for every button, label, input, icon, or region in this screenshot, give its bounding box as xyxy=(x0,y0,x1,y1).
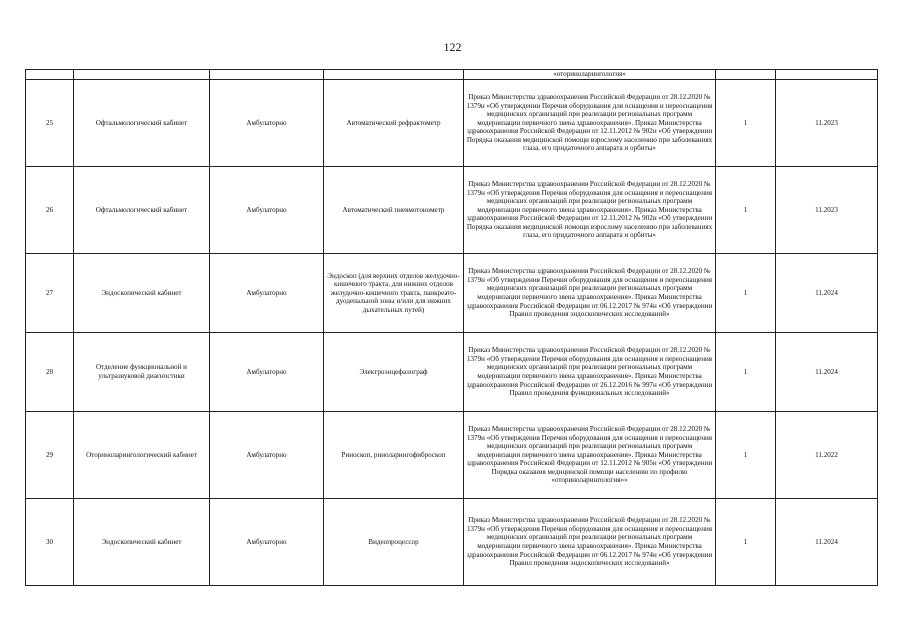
cell-date: 11.2023 xyxy=(776,80,878,167)
table-row xyxy=(26,499,878,586)
cell-date: 11.2024 xyxy=(776,333,878,412)
cell-date xyxy=(776,70,878,80)
continuation-row xyxy=(26,70,878,80)
cell-quantity: 1 xyxy=(716,254,776,333)
cell-num: 29 xyxy=(26,412,74,499)
cell-num: 25 xyxy=(26,80,74,167)
equipment-table xyxy=(25,69,878,586)
page-number: 122 xyxy=(443,40,462,54)
cell-date: 11.2022 xyxy=(776,412,878,499)
table-row xyxy=(26,80,878,167)
cell-department: Офтальмологический кабинет xyxy=(74,80,210,167)
cell-basis: Приказ Министерства здравоохранения Российской Федерации от 28.12.2020 № 1379н «Об утверждения Перечня оборудования для оснащения и переоснащения медицинских организаций при реализации региональных программ модернизации первичного звена здравоохранения». Приказ Министерства здравоохранения Российской Федерации от 06.12.2017 № 974н «Об утверждении Правил проведения эндоскопических исследований» xyxy=(464,499,716,586)
cell-basis: Приказ Министерства здравоохранения Российской Федерации от 28.12.2020 № 1379н «Об утверждения Перечня оборудования для оснащения и переоснащения медицинских организаций при реализации региональных программ модернизации первичного звена здравоохранения». Приказ Министерства здравоохранения Российской Федерации от 06.12.2017 № 974н «Об утверждении Правил проведения эндоскопических исследований» xyxy=(464,254,716,333)
cell-conditions: Амбулаторно xyxy=(210,499,324,586)
cell-basis: Приказ Министерства здравоохранения Российской Федерации от 28.12.2020 № 1379н «Об утверждении Перечня оборудования для оснащения и переоснащения медицинских организаций при реализации региональных программ модернизации первичного звена здравоохранения». Приказ Министерства здравоохранения Российской Федерации от 12.11.2012 № 902н «Об утверждении Порядка оказания медицинской помощи взрослому населению при заболеваниях глаза, его придаточного аппарата и орбиты» xyxy=(464,80,716,167)
cell-equipment: Видеопроцессор xyxy=(324,499,464,586)
cell-date: 11.2024 xyxy=(776,499,878,586)
cell-equipment: Электроэнцефалограф xyxy=(324,333,464,412)
cell-department: Эндоскопический кабинет xyxy=(74,254,210,333)
cell-basis: Приказ Министерства здравоохранения Российской Федерации от 28.12.2020 № 1379н «Об утверждения Перечня оборудования для оснащения и переоснащения медицинских организаций при реализации региональных программ модернизации первичного звена здравоохранения». Приказ Министерства здравоохранения Российской Федерации от 26.12.2016 № 997н «Об утверждении Правил проведения функциональных исследований» xyxy=(464,333,716,412)
cell-equipment xyxy=(324,70,464,80)
cell-conditions: Амбулаторно xyxy=(210,333,324,412)
table-row xyxy=(26,333,878,412)
cell-date: 11.2024 xyxy=(776,254,878,333)
cell-num xyxy=(26,70,74,80)
cell-quantity: 1 xyxy=(716,167,776,254)
cell-equipment: Риноскоп, риноларингофиброскоп xyxy=(324,412,464,499)
cell-basis: Приказ Министерства здравоохранения Российской Федерации от 28.12.2020 № 1379н «Об утверждения Перечня оборудования для оснащения и переоснащения медицинских организаций при реализации региональных программ модернизации первичного звена здравоохранения». Приказ Министерства здравоохранения Российской Федерации от 12.11.2012 № 902н «Об утверждении Порядка оказания медицинской помощи взрослому населению при заболеваниях глаза, его придаточного аппарата и орбиты» xyxy=(464,167,716,254)
table-row xyxy=(26,167,878,254)
cell-department: Эндоскопический кабинет xyxy=(74,499,210,586)
cell-date: 11.2023 xyxy=(776,167,878,254)
cell-conditions: Амбулаторно xyxy=(210,254,324,333)
cell-equipment: Автоматический пневмотонометр xyxy=(324,167,464,254)
cell-quantity: 1 xyxy=(716,412,776,499)
cell-conditions: Амбулаторно xyxy=(210,167,324,254)
cell-num: 27 xyxy=(26,254,74,333)
cell-department xyxy=(74,70,210,80)
cell-quantity xyxy=(716,70,776,80)
table-row xyxy=(26,412,878,499)
cell-conditions xyxy=(210,70,324,80)
cell-num: 26 xyxy=(26,167,74,254)
cell-basis: «оториноларингология» xyxy=(464,70,716,80)
cell-equipment: Эндоскоп (для верхних отделов желудочно-кишечного тракта, для нижних отделов желудочно-кишечного тракта, панкреато-дуоденальной зоны и/или для нижних дыхательных путей) xyxy=(324,254,464,333)
cell-quantity: 1 xyxy=(716,499,776,586)
cell-basis: Приказ Министерства здравоохранения Российской Федерации от 28.12.2020 № 1379н «Об утверждения Перечня оборудования для оснащения и переоснащения медицинских организаций при реализации региональных программ модернизации первичного звена здравоохранения». Приказ Министерства здравоохранения Российской Федерации от 12.11.2012 № 905н «Об утверждении Порядка оказания медицинской помощи населению по профилю «оториноларингология»» xyxy=(464,412,716,499)
cell-equipment: Автоматический рефрактометр xyxy=(324,80,464,167)
cell-conditions: Амбулаторно xyxy=(210,412,324,499)
cell-department: Отделение функциональной и ультразвуковой диагностики xyxy=(74,333,210,412)
cell-num: 28 xyxy=(26,333,74,412)
cell-conditions: Амбулаторно xyxy=(210,80,324,167)
cell-department: Офтальмологический кабинет xyxy=(74,167,210,254)
cell-quantity: 1 xyxy=(716,333,776,412)
cell-quantity: 1 xyxy=(716,80,776,167)
cell-department: Оториноларингологический кабинет xyxy=(74,412,210,499)
cell-num: 30 xyxy=(26,499,74,586)
table-row xyxy=(26,254,878,333)
